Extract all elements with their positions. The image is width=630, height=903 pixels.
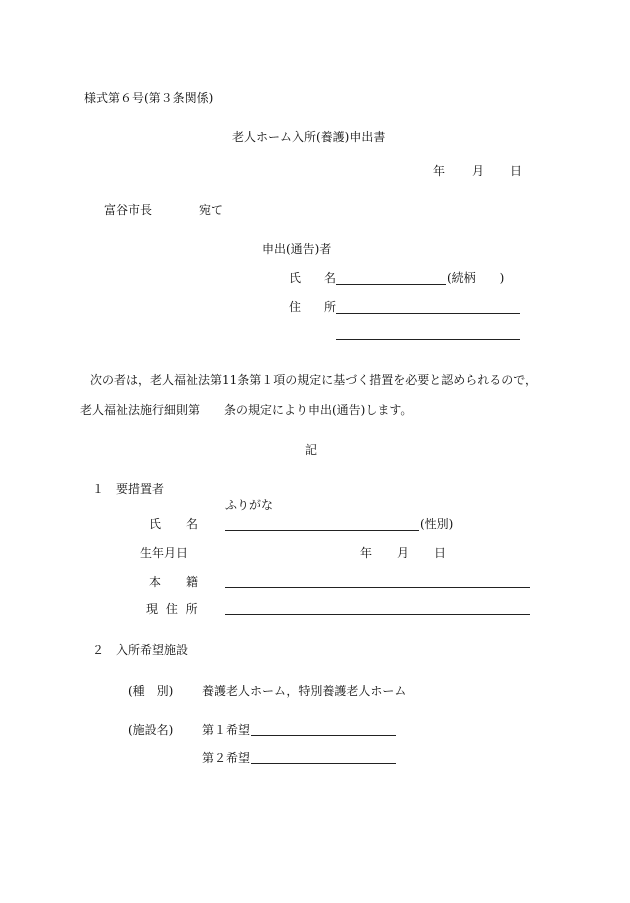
subject-name-label-2: 名 [186,517,199,531]
dob-label: 生年月日 [140,546,189,560]
applicant-heading: 申出(通告)者 [262,242,332,256]
date-month-label: 月 [472,164,485,178]
date-year-label: 年 [433,164,446,178]
second-choice-underline[interactable] [251,763,396,764]
current-address-underline[interactable] [225,614,530,615]
facility-type-value: 養護老人ホーム，特別養護老人ホーム [202,684,407,698]
applicant-name-label-1: 氏 [289,271,302,285]
applicant-address-underline-1[interactable] [336,313,520,314]
subject-name-label-1: 氏 [149,517,162,531]
applicant-name-underline[interactable] [336,284,446,285]
subject-gender: (性別) [420,517,454,531]
facility-name-label: (施設名) [128,723,174,737]
applicant-address-label-2: 所 [324,300,337,314]
ki-heading: 記 [305,443,318,457]
honseki-label-1: 本 [149,575,162,589]
current-address-label: 現 住 所 [146,602,198,616]
addressee-suffix: 宛て [199,203,224,217]
statement-line-2: 老人福祉法施行細則第 条の規定により申出(通告)します。 [80,403,413,417]
form-number: 様式第６号(第３条関係) [84,91,214,105]
dob-month-label: 月 [397,546,410,560]
applicant-address-label-1: 住 [289,300,302,314]
applicant-address-underline-2[interactable] [336,339,520,340]
document-title: 老人ホーム入所(養護)申出書 [232,130,386,144]
honseki-label-2: 籍 [186,575,199,589]
date-day-label: 日 [510,164,523,178]
applicant-name-label-2: 名 [324,271,337,285]
dob-day-label: 日 [434,546,447,560]
second-choice-label: 第２希望 [202,751,251,765]
furigana-label: ふりがな [225,498,274,512]
subject-name-underline[interactable] [225,530,419,531]
applicant-relationship: (続柄 ) [447,271,505,285]
facility-type-label: (種 別) [128,684,174,698]
first-choice-label: 第１希望 [202,723,251,737]
addressee-name: 富谷市長 [104,203,153,217]
statement-line-1: 次の者は，老人福祉法第11条第１項の規定に基づく措置を必要と認められるので， [90,373,538,387]
dob-year-label: 年 [360,546,373,560]
section-2-heading: ２ 入所希望施設 [92,643,189,657]
honseki-underline[interactable] [225,587,530,588]
section-1-heading: １ 要措置者 [92,482,165,496]
first-choice-underline[interactable] [251,735,396,736]
